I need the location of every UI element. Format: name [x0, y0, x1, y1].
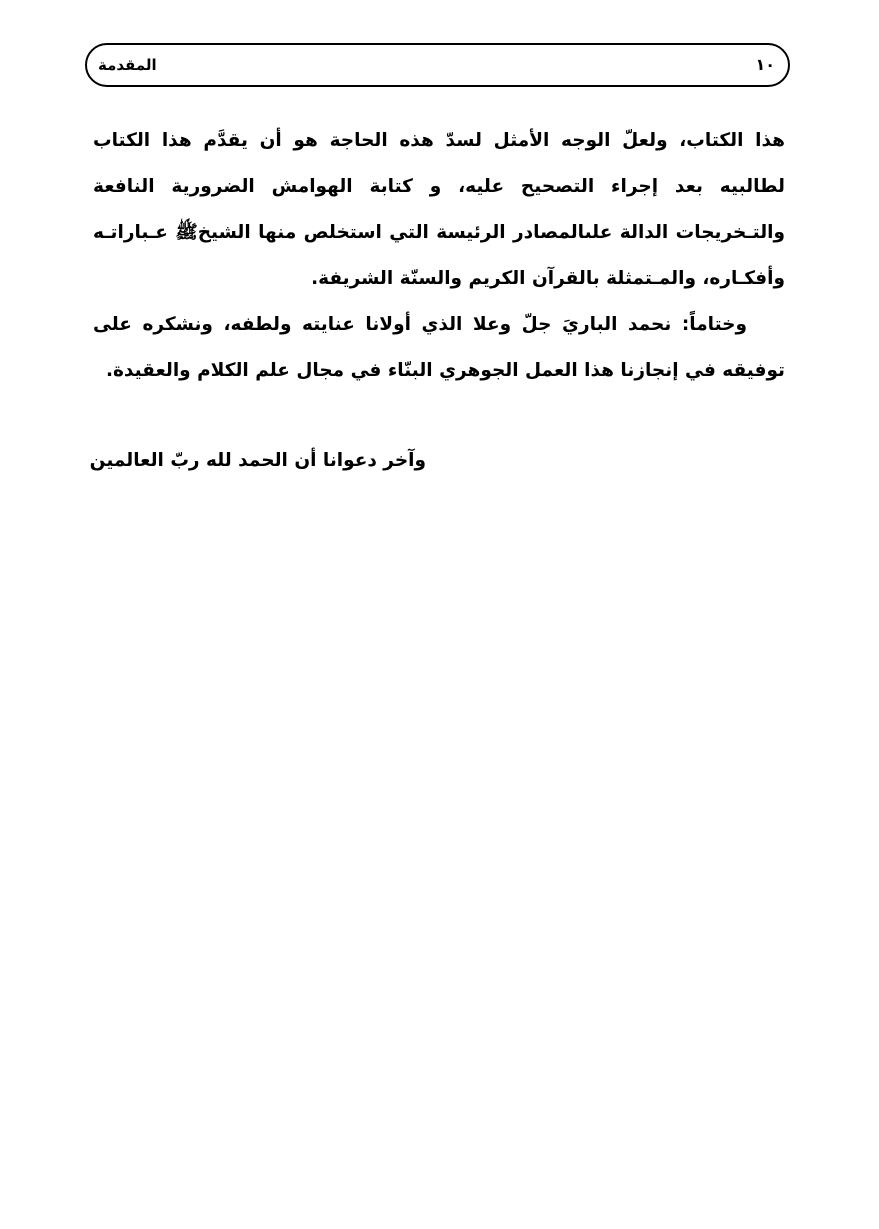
paragraph-1: هذا الكتاب، ولعلّ الوجه الأمثل لسدّ هذه الحاجة هو أن يقدَّم هذا الكتاب لطالبيه بعد إجراء التصحيح عليه، و كتابة الهوامش الضرورية النافعة والتـخريجات الدالة علىالمصادر الرئيسة التي استخلص منها الشيخﷺ عـباراتـه وأفكـاره، والمـتمثلة بالقرآن الكريم والسنّة الشريفة.	[93, 130, 785, 289]
paragraph-2: وختاماً: نحمد الباريَ جلّ وعلا الذي أولانا عنايته ولطفه، ونشكره على توفيقه في إنجازنا هذا العمل الجوهري البنّاء في مجال علم الكلام والعقيدة.	[93, 314, 785, 381]
running-header-frame	[85, 43, 790, 87]
closing-line: وآخر دعوانا أن الحمد لله ربّ العالمين	[89, 450, 426, 471]
running-header-title: المقدمة	[98, 56, 157, 74]
body-text	[93, 118, 785, 394]
page-number: ١٠	[755, 55, 775, 74]
